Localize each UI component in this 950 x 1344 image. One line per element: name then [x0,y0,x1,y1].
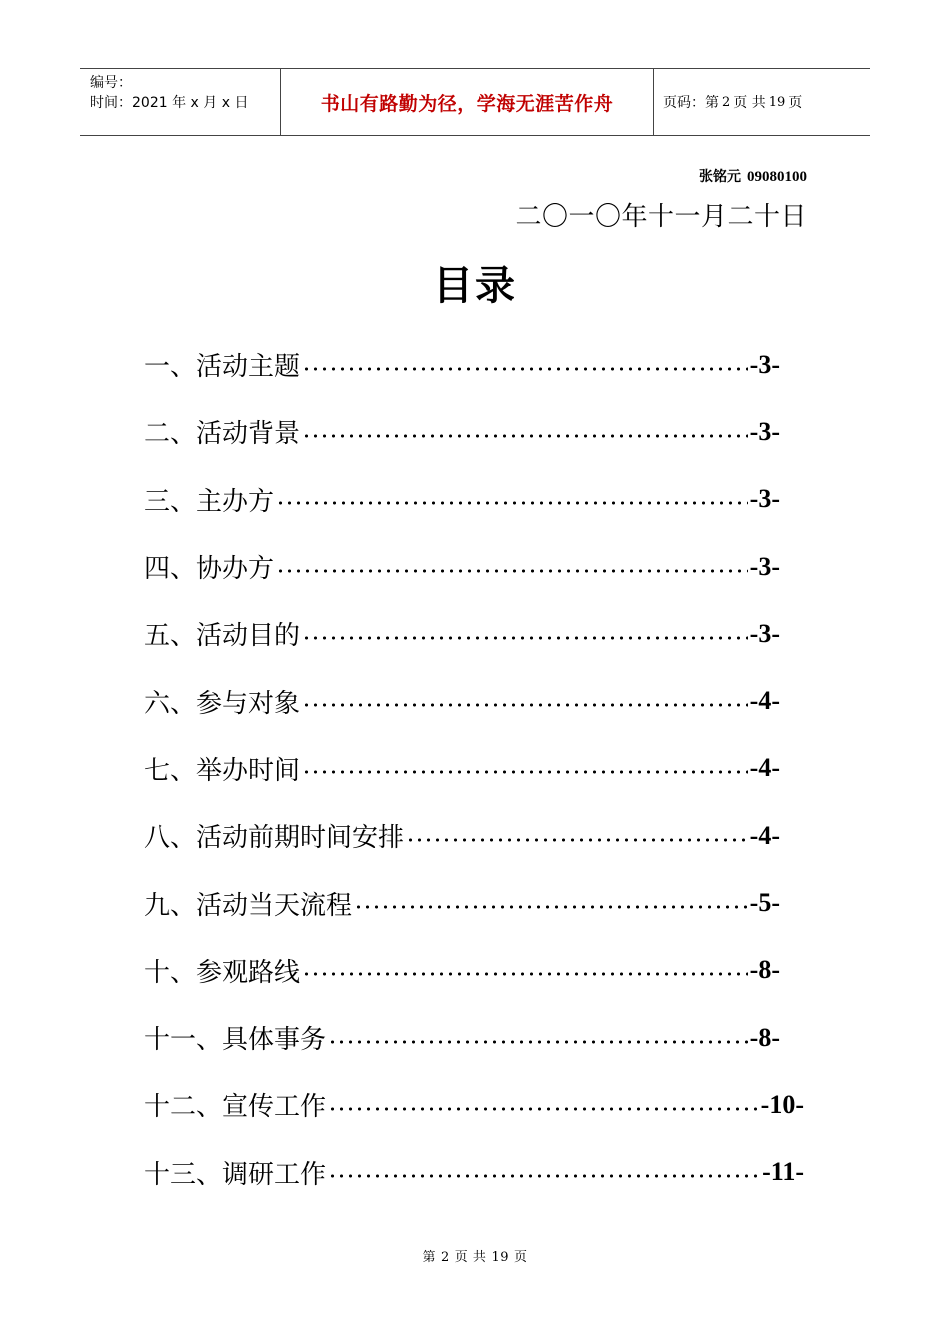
page-header [80,68,870,136]
toc-item-page: -3- [749,484,780,514]
toc-item[interactable] [144,331,804,398]
toc-item[interactable] [144,533,804,600]
page-footer [0,1246,950,1265]
toc-item-label: 十三、调研工作 [144,1159,327,1190]
toc-item-page: -11- [762,1157,804,1187]
toc-item-label: 九、活动当天流程 [144,890,353,921]
toc-item-label: 六、参与对象 [144,688,301,719]
toc-item-label: 五、活动目的 [144,621,301,652]
author-line [699,166,807,186]
toc-item-page: -3- [749,349,780,379]
header-number-label: 编号： [90,75,132,91]
toc-leader-dots [328,1092,759,1118]
toc-item[interactable] [144,667,804,734]
toc-item[interactable] [144,1004,804,1071]
toc-item-page: -8- [749,1022,780,1052]
toc-item[interactable] [144,735,804,802]
toc-item-page: -10- [760,1089,804,1119]
author-id: 09080100 [747,169,807,185]
toc-item-label: 一、活动主题 [144,352,301,383]
header-page-cell [654,69,870,135]
toc-item[interactable] [144,600,804,667]
toc-item-label: 十、参观路线 [144,957,301,988]
toc-item[interactable] [144,398,804,465]
toc-leader-dots [354,890,748,916]
toc-item-page: -8- [749,955,780,985]
toc-leader-dots [302,352,748,378]
header-time-label: 时间：2021 年 x 月 x 日 [90,95,249,111]
toc-leader-dots [328,1025,748,1051]
toc-item-page: -4- [749,820,780,850]
header-page-total: 19 [768,94,786,110]
header-motto: 书山有路勤为径，学海无涯苦作舟 [320,92,614,115]
footer-total: 19 [491,1250,509,1265]
toc-leader-dots [302,957,748,983]
header-meta-cell [80,69,281,135]
header-page-mid: 页 共 [733,95,766,111]
toc-item-label: 七、举办时间 [144,755,301,786]
toc-item[interactable] [144,1071,804,1138]
header-page-current: 2 [722,94,731,110]
footer-mid: 页 共 [454,1250,487,1265]
toc-item-page: -3- [749,618,780,648]
toc-leader-dots [406,823,748,849]
toc-item-label: 四、协办方 [144,554,275,585]
toc-leader-dots [302,688,748,714]
footer-suffix: 页 [513,1250,528,1265]
toc-item-label: 十一、具体事务 [144,1025,327,1056]
header-motto-cell [281,69,654,135]
table-of-contents [144,331,804,1206]
footer-current: 2 [441,1250,450,1265]
header-page-prefix: 页码：第 [663,95,719,111]
document-date: 二〇一〇年十一月二十日 [515,202,807,232]
toc-leader-dots [276,486,748,512]
toc-item[interactable] [144,1139,804,1206]
toc-leader-dots [302,755,748,781]
toc-item[interactable] [144,937,804,1004]
toc-leader-dots [302,419,748,445]
toc-leader-dots [328,1159,760,1185]
toc-item[interactable] [144,869,804,936]
toc-item[interactable] [144,802,804,869]
toc-item-page: -3- [749,551,780,581]
toc-leader-dots [276,554,748,580]
toc-item-label: 二、活动背景 [144,419,301,450]
toc-item-label: 十二、宣传工作 [144,1092,327,1123]
toc-item-label: 三、主办方 [144,486,275,517]
header-page-suffix: 页 [788,95,803,111]
footer-prefix: 第 [422,1250,437,1265]
toc-item-page: -5- [749,888,780,918]
toc-item-page: -4- [749,686,780,716]
author-name: 张铭元 [699,169,741,185]
toc-item-page: -4- [749,753,780,783]
toc-item-page: -3- [749,416,780,446]
toc-item[interactable] [144,466,804,533]
page-title: 目录 [433,263,517,309]
toc-leader-dots [302,621,748,647]
toc-item-label: 八、活动前期时间安排 [144,823,405,854]
